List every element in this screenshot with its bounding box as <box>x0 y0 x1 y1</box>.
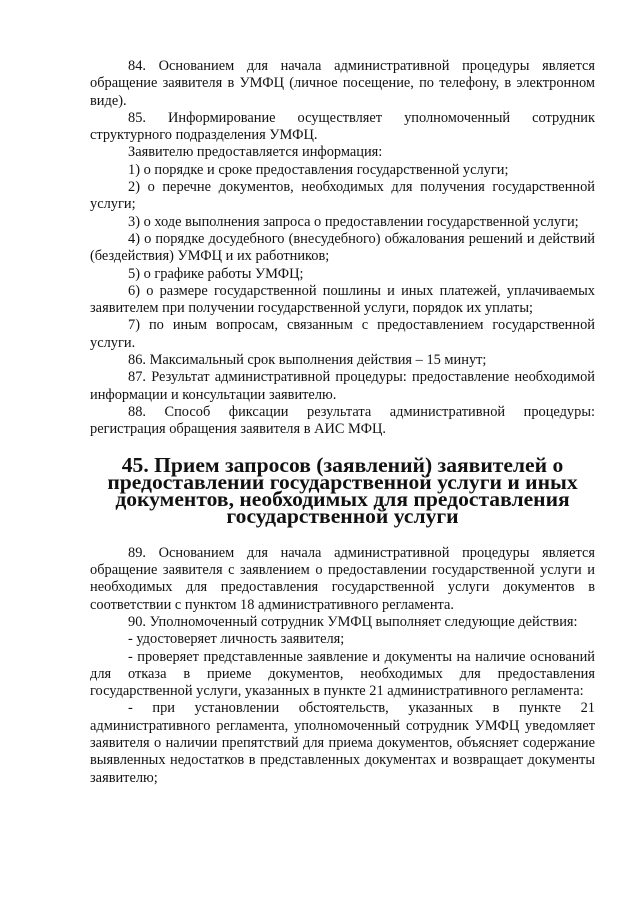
list-item-5: 5) о графике работы УМФЦ; <box>128 265 304 282</box>
paragraph-info-intro: Заявителю предоставляется информация: <box>128 144 383 161</box>
paragraph-88: 88. Способ фиксации результата административной процедуры: регистрация обращения заявителя в АИС МФЦ. <box>90 403 595 438</box>
paragraph-87: 87. Результат административной процедуры: предоставление необходимой информации и консультации заявителю. <box>90 369 595 403</box>
list-item-7: 7) по иным вопросам, связанным с предоставлением государственной услуги. <box>90 317 595 351</box>
list-item-3: 3) о ходе выполнения запроса о предоставлении государственной услуги; <box>128 213 579 230</box>
list-item-4: 4) о порядке досудебного (внесудебного) обжалования решений и действий (бездействия) УМФЦ и их работников; <box>90 230 595 265</box>
paragraphs-top <box>90 58 595 439</box>
list-item-1: 1) о порядке и сроке предоставления государственной услуги; <box>128 161 509 178</box>
paragraph-84: 84. Основанием для начала административной процедуры является обращение заявителя в УМФЦ (личное посещение, по телефону, в электронном виде). <box>90 58 595 109</box>
list-item-2: 2) о перечне документов, необходимых для получения государственной услуги; <box>90 179 595 213</box>
paragraph-85: 85. Информирование осуществляет уполномоченный сотрудник структурного подразделения УМФЦ. <box>90 109 595 144</box>
action-item-check-documents: - проверяет представленные заявление и документы на наличие оснований для отказа в приеме документов, необходимых для предоставления государственной услуги, указанных в пункте 21 административного регламента: <box>90 648 595 700</box>
action-item-identity: - удостоверяет личность заявителя; <box>128 631 345 648</box>
list-item-6: 6) о размере государственной пошлины и иных платежей, уплачиваемых заявителем при получении государственной услуги, порядок их уплаты; <box>90 282 595 317</box>
paragraph-86: 86. Максимальный срок выполнения действия – 15 минут; <box>128 352 487 369</box>
document-page <box>90 58 595 787</box>
section-heading: 45. Прием запросов (заявлений) заявителей о предоставлении государственной услуги и иных документов, необходимых для предоставления государственной услуги <box>107 452 578 529</box>
paragraph-90: 90. Уполномоченный сотрудник УМФЦ выполняет следующие действия: <box>128 613 578 630</box>
action-item-obstacles: - при установлении обстоятельств, указанных в пункте 21 административного регламента, уполномоченный сотрудник УМФЦ уведомляет заявителя о наличии препятствий для приема документов, объясняет содержание выявленных недостатков в представленных документах и возвращает документы заявителю; <box>90 700 595 786</box>
paragraph-89: 89. Основанием для начала административной процедуры является обращение заявителя с заявлением о предоставлении государственной услуги и необходимых для предоставления государственной услуги документов в соответствии с пунктом 18 административного регламента. <box>90 544 595 613</box>
paragraphs-bottom <box>90 545 595 787</box>
